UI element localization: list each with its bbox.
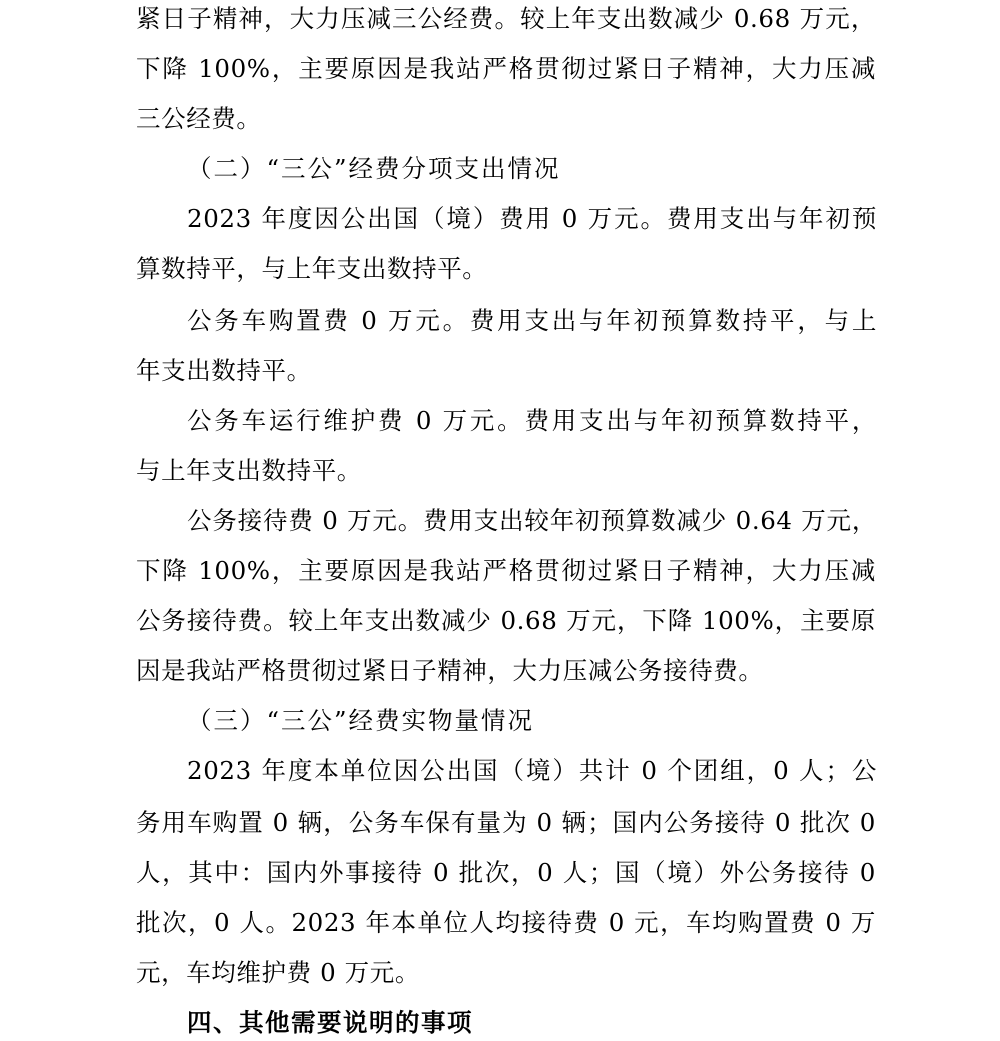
paragraph-line-9: 公务车运行维护费 0 万元。费用支出与年初预算数持平， — [187, 406, 877, 435]
paragraph-line-16: 2023 年度本单位因公出国（境）共计 0 个团组，0 人；公 — [187, 756, 877, 785]
paragraph-line-5: 2023 年度因公出国（境）费用 0 万元。费用支出与年初预 — [187, 204, 877, 233]
section-heading-4: 四、其他需要说明的事项 — [187, 1008, 473, 1037]
paragraph-line-17: 务用车购置 0 辆，公务车保有量为 0 辆；国内公务接待 0 批次 0 — [136, 808, 876, 837]
paragraph-line-18: 人，其中：国内外事接待 0 批次，0 人；国（境）外公务接待 0 — [136, 858, 876, 887]
section-heading-2: （二）“三公”经费分项支出情况 — [187, 154, 561, 183]
paragraph-line-7: 公务车购置费 0 万元。费用支出与年初预算数持平，与上 — [187, 306, 877, 335]
paragraph-line-11: 公务接待费 0 万元。费用支出较年初预算数减少 0.64 万元， — [187, 506, 877, 535]
paragraph-line-14: 因是我站严格贯彻过紧日子精神，大力压减公务接待费。 — [136, 656, 764, 685]
paragraph-line-10: 与上年支出数持平。 — [136, 456, 362, 485]
paragraph-line-13: 公务接待费。较上年支出数减少 0.68 万元，下降 100%，主要原 — [136, 606, 876, 635]
paragraph-line-1: 紧日子精神，大力压减三公经费。较上年支出数减少 0.68 万元， — [136, 4, 876, 33]
paragraph-line-8: 年支出数持平。 — [136, 356, 312, 385]
paragraph-line-20: 元，车均维护费 0 万元。 — [136, 958, 420, 987]
paragraph-line-3: 三公经费。 — [136, 104, 262, 133]
paragraph-line-6: 算数持平，与上年支出数持平。 — [136, 254, 488, 283]
paragraph-line-2: 下降 100%，主要原因是我站严格贯彻过紧日子精神，大力压减 — [136, 54, 876, 83]
paragraph-line-19: 批次，0 人。2023 年本单位人均接待费 0 元，车均购置费 0 万 — [136, 908, 876, 937]
section-heading-3: （三）“三公”经费实物量情况 — [187, 706, 535, 735]
paragraph-line-12: 下降 100%，主要原因是我站严格贯彻过紧日子精神，大力压减 — [136, 556, 876, 585]
